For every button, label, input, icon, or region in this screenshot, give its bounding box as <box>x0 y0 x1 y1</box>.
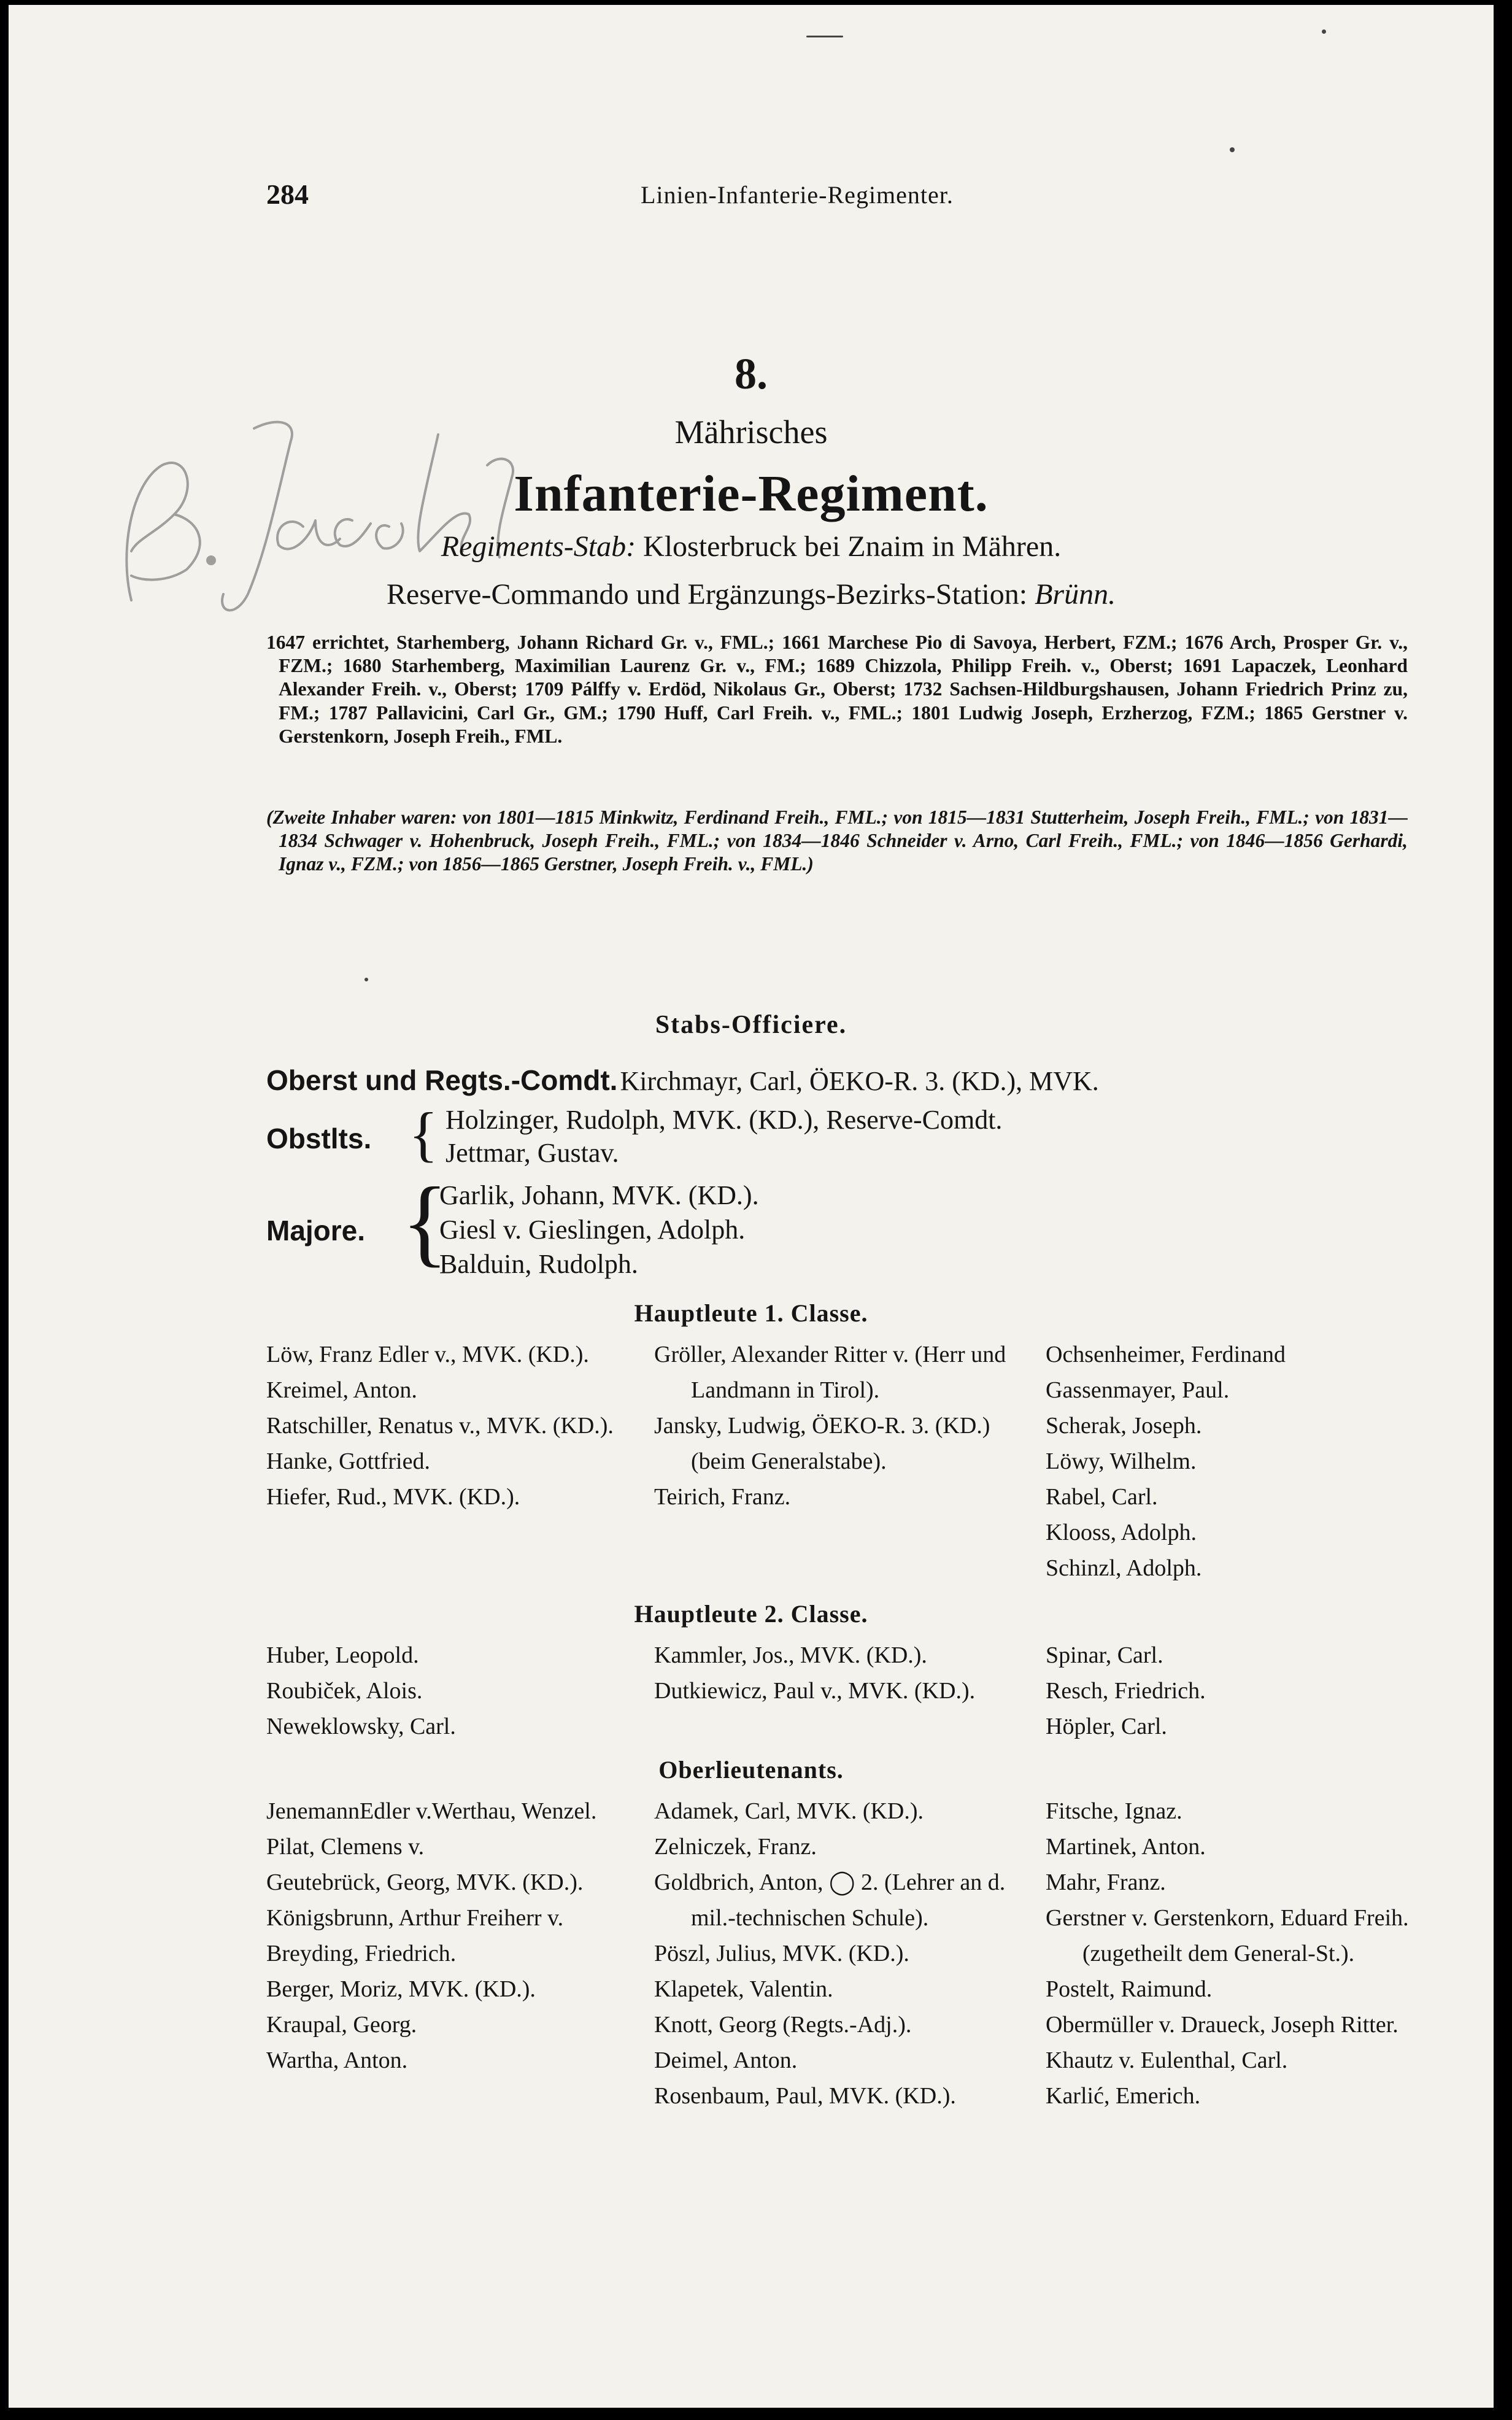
list-item: Kammler, Jos., MVK. (KD.). <box>654 1642 927 1668</box>
list-item: Pöszl, Julius, MVK. (KD.). <box>654 1941 909 1966</box>
scan-speck <box>364 978 368 981</box>
list-item: Berger, Moriz, MVK. (KD.). <box>266 1976 536 2002</box>
list-item: Fitsche, Ignaz. <box>1046 1798 1182 1824</box>
list-item: Höpler, Carl. <box>1046 1714 1167 1739</box>
oberlieutenants-col3 <box>1046 1793 1420 2114</box>
hauptleute-1-col2 <box>654 1337 1028 1515</box>
list-item: Breyding, Friedrich. <box>266 1941 457 1966</box>
list-item: Kraupal, Georg. <box>266 2012 417 2038</box>
list-item: Wartha, Anton. <box>266 2047 408 2073</box>
list-item: Resch, Friedrich. <box>1046 1678 1206 1704</box>
list-item: Hanke, Gottfried. <box>266 1448 430 1474</box>
obstlt-entry: Jettmar, Gustav. <box>446 1138 619 1168</box>
list-item: Knott, Georg (Regts.-Adj.). <box>654 2012 912 2038</box>
list-item: Gassenmayer, Paul. <box>1046 1377 1230 1403</box>
hauptleute-2-heading: Hauptleute 2. Classe. <box>634 1600 868 1628</box>
regiment-history <box>266 631 1408 748</box>
list-item: Adamek, Carl, MVK. (KD.). <box>654 1798 924 1824</box>
oberlieutenants-heading: Oberlieutenants. <box>658 1756 844 1784</box>
history-text: 1647 errichtet, Starhemberg, Johann Richard Gr. v., FML.; 1661 Marchese Pio di Savoya, Herbert, FZM.; 1676 Arch, Prosper Gr. v., FZM.; 1680 Starhemberg, Maximilian Laurenz Gr. v., FM.; 1689 Chizzola, Philipp Freih. v., Oberst; 1691 Lapaczek, Leonhard Alexander Freih. v., Oberst; 1709 Pálffy v. Erdöd, Nikolaus Gr., Oberst; 1732 Sachsen-Hildburgshausen, Johann Friedrich Prinz zu, FM.; 1787 Pallavicini, Carl Gr., GM.; 1790 Huff, Carl Freih. v., FML.; 1801 Ludwig Joseph, Erzherzog, FZM.; 1865 Gerstner v. Gerstenkorn, Joseph Freih., FML. <box>266 632 1408 747</box>
regiment-name-line1: Mährisches <box>674 414 828 450</box>
reserve-label: Reserve-Commando und Ergänzungs-Bezirks-Station: <box>386 578 1028 611</box>
obstlts-list <box>446 1104 1002 1170</box>
list-item: Rosenbaum, Paul, MVK. (KD.). <box>654 2083 956 2109</box>
obstlt-entry: Holzinger, Rudolph, MVK. (KD.), Reserve-Comdt. <box>446 1105 1003 1135</box>
list-item: Deimel, Anton. <box>654 2047 798 2073</box>
list-item: Pilat, Clemens v. <box>266 1834 425 1860</box>
oberst-name: Kirchmayr, Carl, ÖEKO-R. 3. (KD.), MVK. <box>620 1066 1099 1096</box>
hauptleute-1-col1 <box>266 1337 634 1515</box>
list-item: Postelt, Raimund. <box>1046 1976 1213 2002</box>
running-title: Linien-Infanterie-Regimenter. <box>641 181 954 209</box>
list-item: Spinar, Carl. <box>1046 1642 1163 1668</box>
major-entry: Garlik, Johann, MVK. (KD.). <box>439 1180 759 1210</box>
hauptleute-2-col3 <box>1046 1637 1420 1744</box>
list-item: Teirich, Franz. <box>654 1484 791 1510</box>
list-item: Klapetek, Valentin. <box>654 1976 833 2002</box>
list-item: Löw, Franz Edler v., MVK. (KD.). <box>266 1342 589 1367</box>
staff-location: Klosterbruck bei Znaim in Mähren. <box>643 530 1062 563</box>
scan-speck <box>806 36 843 37</box>
list-item: Martinek, Anton. <box>1046 1834 1206 1860</box>
list-item: Zelniczek, Franz. <box>654 1834 817 1860</box>
major-entry: Balduin, Rudolph. <box>439 1249 638 1279</box>
list-item: Roubiček, Alois. <box>266 1678 423 1704</box>
page-header <box>266 178 1187 221</box>
oberst-label: Oberst und Regts.-Comdt. <box>266 1064 618 1096</box>
list-item: Klooss, Adolph. <box>1046 1520 1197 1545</box>
majore-brace: { <box>401 1167 449 1276</box>
majore-label: Majore. <box>266 1215 366 1247</box>
staff-officers-heading: Stabs-Officiere. <box>655 1011 847 1039</box>
reserve-station <box>9 578 1494 611</box>
oberst-row <box>266 1064 1408 1097</box>
document-page <box>9 5 1494 2408</box>
list-item: Ochsenheimer, Ferdinand <box>1046 1342 1286 1367</box>
hauptleute-1-heading: Hauptleute 1. Classe. <box>634 1299 868 1327</box>
former-owners-text: (Zweite Inhaber waren: von 1801—1815 Minkwitz, Ferdinand Freih., FML.; von 1815—1831 Stutterheim, Joseph Freih., FML.; von 1831—1834 Schwager v. Hohenbruck, Joseph Freih., FML.; von 1834—1846 Schneider v. Arno, Carl Freih., FML.; von 1846—1856 Gerhardi, Ignaz v., FZM.; von 1856—1865 Gerstner, Joseph Freih. v., FML.) <box>266 806 1408 875</box>
list-item: Goldbrich, Anton, ◯ 2. (Lehrer an d. mil.-technischen Schule). <box>654 1869 1006 1931</box>
list-item: Schinzl, Adolph. <box>1046 1555 1202 1581</box>
major-entry: Giesl v. Gieslingen, Adolph. <box>439 1215 746 1245</box>
list-item: Hiefer, Rud., MVK. (KD.). <box>266 1484 520 1510</box>
list-item: Löwy, Wilhelm. <box>1046 1448 1197 1474</box>
oberlieutenants-col1 <box>266 1793 634 2078</box>
list-item: Ratschiller, Renatus v., MVK. (KD.). <box>266 1413 614 1439</box>
majore-row <box>266 1167 1408 1283</box>
list-item: Dutkiewicz, Paul v., MVK. (KD.). <box>654 1678 976 1704</box>
list-item: Huber, Leopold. <box>266 1642 419 1668</box>
reserve-location: Brünn. <box>1035 578 1116 611</box>
obstlts-brace: { <box>409 1100 438 1168</box>
list-item: Obermüller v. Draueck, Joseph Ritter. <box>1046 2012 1398 2038</box>
list-item: Geutebrück, Georg, MVK. (KD.). <box>266 1869 584 1895</box>
list-item: Neweklowsky, Carl. <box>266 1714 456 1739</box>
list-item: Mahr, Franz. <box>1046 1869 1166 1895</box>
list-item: Jansky, Ludwig, ÖEKO-R. 3. (KD.) (beim Generalstabe). <box>654 1413 990 1474</box>
list-item: Karlić, Emerich. <box>1046 2083 1201 2109</box>
list-item: Rabel, Carl. <box>1046 1484 1158 1510</box>
hauptleute-2-col2 <box>654 1637 1028 1709</box>
list-item: Gerstner v. Gerstenkorn, Eduard Freih. (zugetheilt dem General-St.). <box>1046 1905 1409 1966</box>
scan-speck <box>1230 147 1235 152</box>
oberlieutenants-col2 <box>654 1793 1028 2114</box>
obstlts-row <box>266 1100 1408 1177</box>
former-owners <box>266 806 1408 876</box>
regiment-staff <box>9 530 1494 563</box>
staff-label: Regiments-Stab: <box>441 530 636 563</box>
list-item: Khautz v. Eulenthal, Carl. <box>1046 2047 1288 2073</box>
scan-speck <box>1322 29 1326 34</box>
regiment-name-line2: Infanterie-Regiment. <box>514 465 989 522</box>
regiment-number: 8. <box>735 349 768 398</box>
obstlts-label: Obstlts. <box>266 1123 372 1154</box>
list-item: Gröller, Alexander Ritter v. (Herr und Landmann in Tirol). <box>654 1342 1006 1403</box>
list-item: JenemannEdler v.Werthau, Wenzel. <box>266 1798 597 1824</box>
list-item: Königsbrunn, Arthur Freiherr v. <box>266 1905 564 1931</box>
list-item: Scherak, Joseph. <box>1046 1413 1202 1439</box>
hauptleute-2-col1 <box>266 1637 634 1744</box>
list-item: Kreimel, Anton. <box>266 1377 417 1403</box>
majore-list <box>439 1178 759 1282</box>
hauptleute-1-col3 <box>1046 1337 1420 1586</box>
page-number: 284 <box>266 179 309 210</box>
